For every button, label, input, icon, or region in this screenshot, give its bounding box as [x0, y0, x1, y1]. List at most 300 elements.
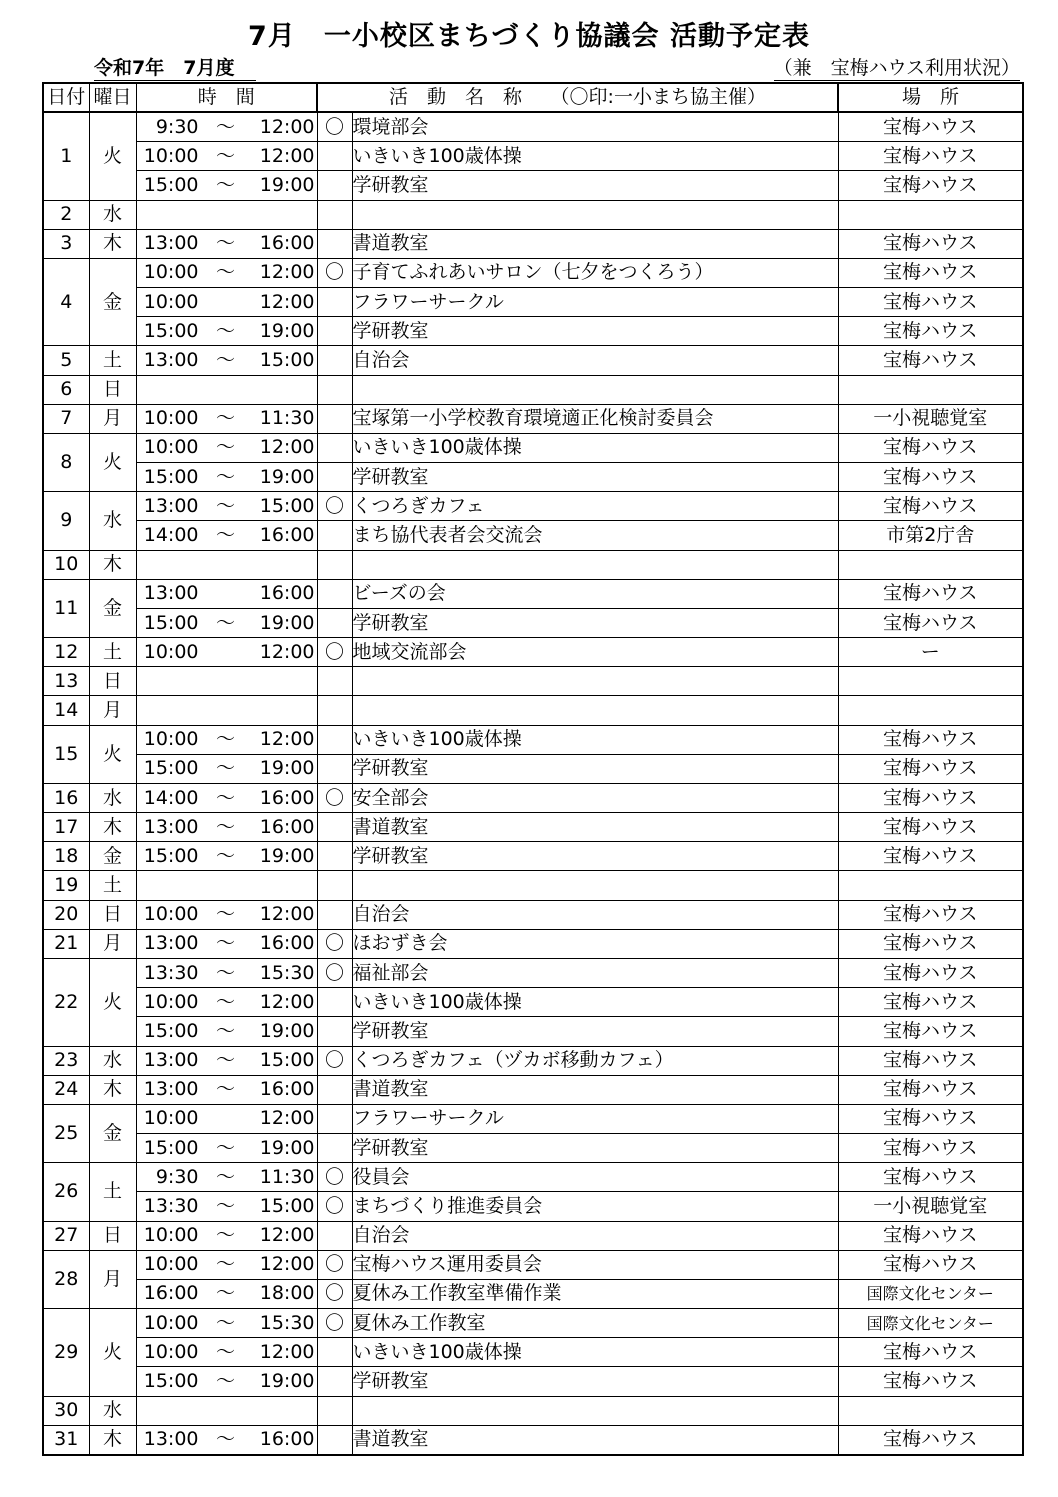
time-start: 10:00: [143, 1224, 199, 1247]
table-row: [43, 521, 1023, 550]
cell-place: 宝梅ハウス: [838, 112, 1023, 142]
cell-time: [136, 1163, 317, 1192]
table-row: [43, 754, 1023, 783]
cell-place: 宝梅ハウス: [838, 1338, 1023, 1367]
time-separator: ～: [215, 611, 235, 634]
time-end: 12:00: [259, 640, 315, 663]
cell-time: [136, 1104, 317, 1133]
time-end: 19:00: [259, 1369, 315, 1392]
cell-organizer-mark: [317, 1134, 352, 1163]
table-header-row: [43, 83, 1023, 112]
cell-organizer-mark: [317, 463, 352, 492]
cell-activity-name: フラワーサークル: [352, 1104, 838, 1133]
time-start: 10:00: [143, 640, 199, 663]
time-start: 14:00: [143, 786, 199, 809]
cell-organizer-mark: [317, 754, 352, 783]
table-row: [43, 346, 1023, 375]
cell-time: [136, 1250, 317, 1279]
table-row: [43, 842, 1023, 871]
time-end: 16:00: [259, 932, 315, 955]
cell-activity-name: くつろぎカフェ（ヅカボ移動カフェ）: [352, 1046, 838, 1075]
cell-date: 25: [43, 1104, 89, 1162]
cell-place: 宝梅ハウス: [838, 171, 1023, 200]
time-separator: ～: [215, 348, 235, 371]
cell-weekday: 火: [89, 958, 136, 1046]
cell-organizer-mark: [317, 433, 352, 462]
time-end: 12:00: [259, 1224, 315, 1247]
cell-place: 市第2庁舎: [838, 521, 1023, 550]
cell-place: 宝梅ハウス: [838, 754, 1023, 783]
cell-place: 宝梅ハウス: [838, 258, 1023, 287]
time-start: 10:00: [143, 903, 199, 926]
time-separator: ～: [215, 1078, 235, 1101]
cell-time: [136, 783, 317, 812]
cell-activity-name: ビーズの会: [352, 579, 838, 608]
time-start: 14:00: [143, 523, 199, 546]
table-row: [43, 667, 1023, 696]
time-separator: ～: [215, 173, 235, 196]
cell-time: [136, 813, 317, 842]
header-place: 場 所: [838, 83, 1023, 112]
cell-activity-name: いきいき100歳体操: [352, 142, 838, 171]
time-end: 19:00: [259, 173, 315, 196]
time-end: 12:00: [259, 990, 315, 1013]
time-start: 10:00: [143, 990, 199, 1013]
page-title: 7月 一小校区まちづくり協議会 活動予定表: [248, 21, 810, 52]
cell-weekday: 水: [89, 1046, 136, 1075]
cell-organizer-mark: 〇: [317, 958, 352, 987]
cell-time: [136, 1309, 317, 1338]
time-separator: ～: [215, 903, 235, 926]
table-row: [43, 433, 1023, 462]
cell-time: [136, 929, 317, 958]
cell-organizer-mark: [317, 404, 352, 433]
cell-place: 宝梅ハウス: [838, 842, 1023, 871]
cell-organizer-mark: 〇: [317, 1163, 352, 1192]
cell-time: [136, 1338, 317, 1367]
time-start: 13:00: [143, 1078, 199, 1101]
time-end: 12:00: [259, 728, 315, 751]
time-end: 15:00: [259, 1049, 315, 1072]
time-separator: ～: [215, 1369, 235, 1392]
cell-place: 宝梅ハウス: [838, 317, 1023, 346]
cell-date: 6: [43, 375, 89, 404]
cell-activity-name: 自治会: [352, 900, 838, 929]
table-row: [43, 1075, 1023, 1104]
cell-date: 2: [43, 200, 89, 229]
cell-time: [136, 171, 317, 200]
cell-place: 宝梅ハウス: [838, 783, 1023, 812]
cell-date: 11: [43, 579, 89, 637]
time-end: 12:00: [259, 436, 315, 459]
table-row: [43, 1104, 1023, 1133]
cell-time: [136, 288, 317, 317]
cell-activity-name: くつろぎカフェ: [352, 492, 838, 521]
cell-activity-name: 書道教室: [352, 229, 838, 258]
cell-weekday: 木: [89, 550, 136, 579]
time-start: 10:00: [143, 261, 199, 284]
time-end: 16:00: [259, 786, 315, 809]
cell-time: [136, 579, 317, 608]
time-separator: ～: [215, 1224, 235, 1247]
table-row: [43, 1221, 1023, 1250]
time-start: 15:00: [143, 319, 199, 342]
cell-place: ー: [838, 638, 1023, 667]
cell-date: 13: [43, 667, 89, 696]
cell-organizer-mark: [317, 317, 352, 346]
time-separator: ～: [215, 232, 235, 255]
cell-weekday: 土: [89, 638, 136, 667]
cell-organizer-mark: [317, 1367, 352, 1396]
cell-weekday: 金: [89, 842, 136, 871]
cell-place: 国際文化センター: [838, 1279, 1023, 1308]
table-row: [43, 1367, 1023, 1396]
time-start: 10:00: [143, 1253, 199, 1276]
time-start: 10:00: [143, 144, 199, 167]
cell-organizer-mark: [317, 1338, 352, 1367]
cell-place: 宝梅ハウス: [838, 229, 1023, 258]
table-row: [43, 638, 1023, 667]
time-end: 16:00: [259, 582, 315, 605]
cell-time: [136, 1279, 317, 1308]
cell-organizer-mark: [317, 375, 352, 404]
cell-activity-name: 学研教室: [352, 1134, 838, 1163]
time-start: 15:00: [143, 844, 199, 867]
cell-place: 宝梅ハウス: [838, 813, 1023, 842]
cell-place: 一小視聴覚室: [838, 404, 1023, 433]
cell-organizer-mark: [317, 171, 352, 200]
time-separator: ～: [215, 436, 235, 459]
cell-weekday: 日: [89, 900, 136, 929]
table-row: [43, 1017, 1023, 1046]
cell-place: [838, 871, 1023, 900]
cell-weekday: 木: [89, 813, 136, 842]
cell-time: [136, 1046, 317, 1075]
table-row: [43, 783, 1023, 812]
time-end: 12:00: [259, 1107, 315, 1130]
cell-organizer-mark: [317, 988, 352, 1017]
cell-weekday: 水: [89, 1396, 136, 1425]
time-separator: ～: [215, 961, 235, 984]
cell-time: [136, 696, 317, 725]
time-start: 13:00: [143, 1428, 199, 1451]
schedule-table: [42, 82, 1024, 1456]
cell-place: 国際文化センター: [838, 1309, 1023, 1338]
cell-organizer-mark: [317, 200, 352, 229]
table-row: [43, 1338, 1023, 1367]
time-separator: ～: [215, 465, 235, 488]
cell-date: 16: [43, 783, 89, 812]
cell-place: 宝梅ハウス: [838, 1046, 1023, 1075]
cell-activity-name: [352, 667, 838, 696]
time-end: 12:00: [259, 290, 315, 313]
cell-weekday: 金: [89, 1104, 136, 1162]
cell-time: [136, 608, 317, 637]
cell-weekday: 火: [89, 112, 136, 200]
time-start: 15:00: [143, 173, 199, 196]
time-start: 9:30: [155, 1165, 199, 1188]
time-start: 15:00: [143, 1019, 199, 1042]
header-day: 曜日: [89, 83, 136, 112]
cell-time: [136, 229, 317, 258]
time-start: 15:00: [143, 1369, 199, 1392]
cell-organizer-mark: [317, 1221, 352, 1250]
header-time: 時 間: [136, 83, 317, 112]
time-separator: ～: [215, 115, 235, 138]
cell-organizer-mark: [317, 1396, 352, 1425]
cell-organizer-mark: 〇: [317, 1279, 352, 1308]
table-row: [43, 1192, 1023, 1221]
cell-weekday: 水: [89, 783, 136, 812]
cell-activity-name: 学研教室: [352, 754, 838, 783]
cell-place: 宝梅ハウス: [838, 958, 1023, 987]
cell-place: [838, 200, 1023, 229]
cell-place: 宝梅ハウス: [838, 142, 1023, 171]
time-end: 12:00: [259, 115, 315, 138]
cell-weekday: 土: [89, 871, 136, 900]
cell-date: 3: [43, 229, 89, 258]
table-row: [43, 463, 1023, 492]
time-end: 19:00: [259, 757, 315, 780]
cell-time: [136, 550, 317, 579]
cell-weekday: 木: [89, 1425, 136, 1455]
time-start: 13:00: [143, 1049, 199, 1072]
cell-weekday: 金: [89, 579, 136, 637]
cell-activity-name: 宝塚第一小学校教育環境適正化検討委員会: [352, 404, 838, 433]
time-start: 13:00: [143, 494, 199, 517]
time-separator: ～: [215, 1428, 235, 1451]
table-row: [43, 579, 1023, 608]
header-activity-name: 活 動 名 称 （〇印:一小まち協主催）: [317, 83, 838, 112]
cell-weekday: 火: [89, 433, 136, 491]
cell-activity-name: 学研教室: [352, 1017, 838, 1046]
time-separator: ～: [215, 815, 235, 838]
time-separator: ～: [215, 523, 235, 546]
cell-place: 宝梅ハウス: [838, 463, 1023, 492]
cell-place: 宝梅ハウス: [838, 433, 1023, 462]
cell-activity-name: 書道教室: [352, 1425, 838, 1455]
time-start: 13:00: [143, 232, 199, 255]
cell-activity-name: 地域交流部会: [352, 638, 838, 667]
cell-place: 一小視聴覚室: [838, 1192, 1023, 1221]
cell-date: 18: [43, 842, 89, 871]
cell-time: [136, 1192, 317, 1221]
cell-weekday: 火: [89, 1309, 136, 1397]
time-end: 19:00: [259, 465, 315, 488]
subtitle-note: （兼 宝梅ハウス利用状況）: [773, 57, 1020, 79]
table-row: [43, 1046, 1023, 1075]
table-row: [43, 1425, 1023, 1455]
cell-weekday: 月: [89, 404, 136, 433]
table-row: [43, 871, 1023, 900]
cell-weekday: 木: [89, 1075, 136, 1104]
cell-organizer-mark: 〇: [317, 112, 352, 142]
cell-activity-name: 宝梅ハウス運用委員会: [352, 1250, 838, 1279]
cell-place: 宝梅ハウス: [838, 1367, 1023, 1396]
cell-activity-name: いきいき100歳体操: [352, 433, 838, 462]
cell-time: [136, 112, 317, 142]
cell-activity-name: [352, 200, 838, 229]
table-row: [43, 258, 1023, 287]
cell-activity-name: ほおずき会: [352, 929, 838, 958]
time-start: 13:00: [143, 932, 199, 955]
cell-time: [136, 1075, 317, 1104]
cell-organizer-mark: [317, 842, 352, 871]
time-start: 15:00: [143, 1136, 199, 1159]
cell-activity-name: 夏休み工作教室準備作業: [352, 1279, 838, 1308]
table-row: [43, 317, 1023, 346]
table-row: [43, 550, 1023, 579]
time-end: 15:30: [259, 961, 315, 984]
cell-date: 12: [43, 638, 89, 667]
cell-weekday: 日: [89, 375, 136, 404]
cell-weekday: 水: [89, 200, 136, 229]
time-separator: ～: [215, 1253, 235, 1276]
cell-activity-name: 福祉部会: [352, 958, 838, 987]
cell-place: [838, 375, 1023, 404]
cell-weekday: 日: [89, 1221, 136, 1250]
time-separator: ～: [215, 407, 235, 430]
cell-date: 8: [43, 433, 89, 491]
cell-date: 20: [43, 900, 89, 929]
table-row: [43, 725, 1023, 754]
cell-organizer-mark: 〇: [317, 1309, 352, 1338]
table-row: [43, 1134, 1023, 1163]
cell-date: 21: [43, 929, 89, 958]
time-end: 11:30: [259, 407, 315, 430]
time-start: 10:00: [143, 1340, 199, 1363]
cell-activity-name: 夏休み工作教室: [352, 1309, 838, 1338]
cell-organizer-mark: [317, 521, 352, 550]
table-row: [43, 696, 1023, 725]
cell-organizer-mark: [317, 288, 352, 317]
cell-activity-name: 安全部会: [352, 783, 838, 812]
time-end: 11:30: [259, 1165, 315, 1188]
cell-activity-name: まち協代表者会交流会: [352, 521, 838, 550]
cell-activity-name: 学研教室: [352, 171, 838, 200]
cell-time: [136, 900, 317, 929]
cell-time: [136, 1425, 317, 1455]
cell-time: [136, 1367, 317, 1396]
table-row: [43, 1309, 1023, 1338]
cell-place: 宝梅ハウス: [838, 1075, 1023, 1104]
cell-activity-name: まちづくり推進委員会: [352, 1192, 838, 1221]
cell-place: [838, 667, 1023, 696]
cell-organizer-mark: [317, 871, 352, 900]
time-end: 19:00: [259, 611, 315, 634]
cell-weekday: 火: [89, 725, 136, 783]
cell-time: [136, 521, 317, 550]
time-start: 15:00: [143, 465, 199, 488]
table-row: [43, 1250, 1023, 1279]
cell-place: 宝梅ハウス: [838, 492, 1023, 521]
table-row: [43, 813, 1023, 842]
table-row: [43, 288, 1023, 317]
cell-activity-name: 学研教室: [352, 608, 838, 637]
cell-activity-name: 自治会: [352, 346, 838, 375]
time-start: 16:00: [143, 1282, 199, 1305]
cell-activity-name: [352, 375, 838, 404]
cell-activity-name: [352, 1396, 838, 1425]
cell-weekday: 月: [89, 1250, 136, 1308]
cell-activity-name: 役員会: [352, 1163, 838, 1192]
cell-organizer-mark: [317, 696, 352, 725]
table-row: [43, 492, 1023, 521]
time-end: 12:00: [259, 1340, 315, 1363]
time-separator: ～: [215, 261, 235, 284]
time-separator: ～: [215, 1165, 235, 1188]
cell-date: 23: [43, 1046, 89, 1075]
time-end: 16:00: [259, 1428, 315, 1451]
cell-place: 宝梅ハウス: [838, 346, 1023, 375]
table-row: [43, 1163, 1023, 1192]
time-end: 12:00: [259, 903, 315, 926]
time-end: 12:00: [259, 1253, 315, 1276]
cell-activity-name: [352, 550, 838, 579]
table-row: [43, 142, 1023, 171]
cell-time: [136, 346, 317, 375]
table-row: [43, 112, 1023, 142]
cell-date: 15: [43, 725, 89, 783]
cell-activity-name: いきいき100歳体操: [352, 725, 838, 754]
cell-organizer-mark: [317, 550, 352, 579]
cell-organizer-mark: [317, 1425, 352, 1455]
time-start: 10:00: [143, 1311, 199, 1334]
cell-activity-name: 学研教室: [352, 463, 838, 492]
cell-weekday: 金: [89, 258, 136, 346]
cell-activity-name: 学研教室: [352, 842, 838, 871]
cell-time: [136, 638, 317, 667]
cell-activity-name: 子育てふれあいサロン（七夕をつくろう）: [352, 258, 838, 287]
cell-organizer-mark: 〇: [317, 1046, 352, 1075]
cell-time: [136, 375, 317, 404]
time-start: 9:30: [155, 115, 199, 138]
cell-place: 宝梅ハウス: [838, 900, 1023, 929]
cell-time: [136, 1221, 317, 1250]
time-separator: ～: [215, 1019, 235, 1042]
table-row: [43, 958, 1023, 987]
time-separator: ～: [215, 1194, 235, 1217]
cell-organizer-mark: [317, 813, 352, 842]
cell-organizer-mark: [317, 667, 352, 696]
time-end: 12:00: [259, 261, 315, 284]
time-start: 13:30: [143, 961, 199, 984]
time-start: 13:00: [143, 582, 199, 605]
time-separator: ～: [215, 786, 235, 809]
cell-place: [838, 550, 1023, 579]
time-separator: ～: [215, 728, 235, 751]
time-end: 16:00: [259, 1078, 315, 1101]
time-separator: ～: [215, 757, 235, 780]
cell-time: [136, 404, 317, 433]
cell-organizer-mark: 〇: [317, 638, 352, 667]
cell-date: 27: [43, 1221, 89, 1250]
cell-organizer-mark: [317, 142, 352, 171]
time-separator: ～: [215, 144, 235, 167]
cell-activity-name: いきいき100歳体操: [352, 988, 838, 1017]
cell-organizer-mark: [317, 900, 352, 929]
table-row: [43, 375, 1023, 404]
cell-weekday: 土: [89, 346, 136, 375]
cell-time: [136, 258, 317, 287]
cell-place: 宝梅ハウス: [838, 988, 1023, 1017]
cell-activity-name: 書道教室: [352, 1075, 838, 1104]
time-start: 10:00: [143, 1107, 199, 1130]
cell-date: 31: [43, 1425, 89, 1455]
time-start: 10:00: [143, 436, 199, 459]
time-start: 15:00: [143, 611, 199, 634]
time-start: 13:00: [143, 815, 199, 838]
